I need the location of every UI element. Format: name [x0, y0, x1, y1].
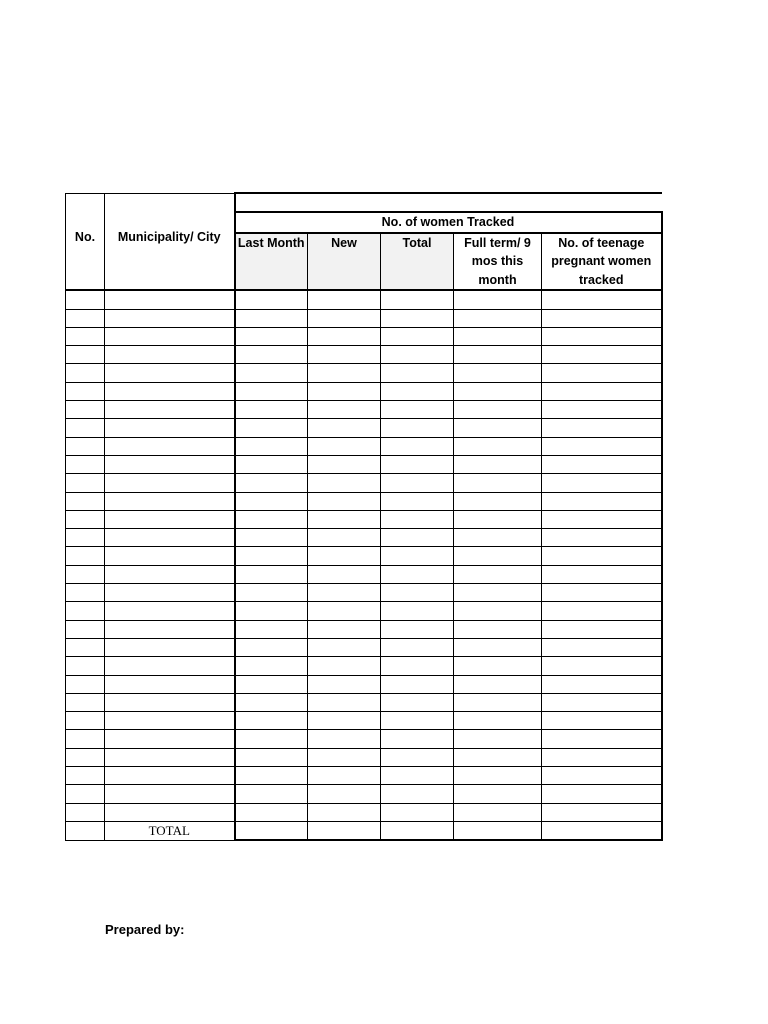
table-row: [66, 730, 662, 748]
table-cell[interactable]: [66, 510, 105, 528]
table-cell[interactable]: [308, 290, 381, 309]
table-cell[interactable]: [235, 767, 308, 785]
table-cell[interactable]: [381, 785, 454, 803]
table-cell[interactable]: [542, 455, 662, 473]
table-cell[interactable]: [66, 290, 105, 309]
table-cell[interactable]: [105, 547, 235, 565]
table-cell[interactable]: [235, 327, 308, 345]
table-cell[interactable]: [542, 602, 662, 620]
table-cell[interactable]: [454, 529, 542, 547]
table-cell[interactable]: [235, 474, 308, 492]
header-municipality-label: Municipality/ City: [117, 229, 221, 244]
table-row: [66, 290, 662, 309]
table-cell[interactable]: [235, 529, 308, 547]
table-cell[interactable]: [381, 730, 454, 748]
table-cell[interactable]: [235, 492, 308, 510]
table-cell[interactable]: [308, 382, 381, 400]
header-new-label: New: [331, 235, 357, 250]
table-cell[interactable]: [105, 638, 235, 656]
table-cell[interactable]: [66, 364, 105, 382]
table-cell[interactable]: [542, 803, 662, 821]
table-cell[interactable]: [381, 474, 454, 492]
table-cell[interactable]: [454, 401, 542, 419]
table-cell[interactable]: [308, 309, 381, 327]
table-cell[interactable]: [235, 620, 308, 638]
table-cell[interactable]: [235, 309, 308, 327]
table-cell[interactable]: [454, 748, 542, 766]
table-row: [66, 675, 662, 693]
table-cell[interactable]: [66, 657, 105, 675]
table-cell[interactable]: [105, 382, 235, 400]
table-cell[interactable]: [66, 529, 105, 547]
table-cell[interactable]: [235, 675, 308, 693]
table-cell[interactable]: [235, 693, 308, 711]
table-cell[interactable]: [308, 565, 381, 583]
table-cell[interactable]: [105, 419, 235, 437]
table-cell[interactable]: [105, 565, 235, 583]
table-row: [66, 638, 662, 656]
table-cell[interactable]: [66, 327, 105, 345]
table-cell[interactable]: [454, 675, 542, 693]
table-cell[interactable]: [381, 602, 454, 620]
table-cell[interactable]: [381, 437, 454, 455]
table-cell[interactable]: [235, 437, 308, 455]
table-row: [66, 529, 662, 547]
table-cell[interactable]: [542, 638, 662, 656]
table-cell[interactable]: [235, 712, 308, 730]
table-cell[interactable]: [454, 693, 542, 711]
table-cell[interactable]: [66, 803, 105, 821]
table-cell[interactable]: [454, 730, 542, 748]
table-cell[interactable]: [308, 767, 381, 785]
table-cell[interactable]: [454, 437, 542, 455]
header-last-month-label: Last Month: [237, 235, 305, 250]
header-women-tracked: [235, 212, 662, 233]
header-teenage-label: No. of teenage pregnant women tracked: [551, 235, 652, 287]
table-cell[interactable]: [235, 510, 308, 528]
table-cell[interactable]: [454, 785, 542, 803]
table-cell[interactable]: [381, 712, 454, 730]
table-row: [66, 547, 662, 565]
table-cell[interactable]: [66, 730, 105, 748]
table-cell[interactable]: [308, 693, 381, 711]
table-cell[interactable]: [105, 510, 235, 528]
table-cell[interactable]: [454, 455, 542, 473]
table-cell[interactable]: [235, 346, 308, 364]
table-cell[interactable]: [454, 803, 542, 821]
table-cell[interactable]: [454, 657, 542, 675]
table-cell[interactable]: [235, 364, 308, 382]
table-cell[interactable]: [454, 364, 542, 382]
table-cell[interactable]: [454, 290, 542, 309]
header-teenage: [542, 233, 662, 291]
table-cell[interactable]: [381, 455, 454, 473]
table-cell[interactable]: [308, 547, 381, 565]
table-cell[interactable]: [105, 785, 235, 803]
table-cell[interactable]: [105, 602, 235, 620]
table-cell[interactable]: [381, 401, 454, 419]
table-cell[interactable]: [235, 785, 308, 803]
table-cell[interactable]: [542, 401, 662, 419]
table-cell[interactable]: [454, 584, 542, 602]
table-cell[interactable]: [235, 547, 308, 565]
table-cell[interactable]: [66, 785, 105, 803]
table-cell[interactable]: [308, 492, 381, 510]
table-cell[interactable]: [66, 565, 105, 583]
table-cell[interactable]: [66, 675, 105, 693]
table-cell[interactable]: [66, 693, 105, 711]
table-cell[interactable]: [105, 437, 235, 455]
table-cell[interactable]: [105, 620, 235, 638]
table-cell[interactable]: [235, 803, 308, 821]
table-cell[interactable]: [381, 693, 454, 711]
table-cell[interactable]: [308, 364, 381, 382]
table-cell[interactable]: [105, 803, 235, 821]
table-cell[interactable]: [66, 748, 105, 766]
table-row: [66, 748, 662, 766]
table-cell[interactable]: [66, 401, 105, 419]
table-row: [66, 455, 662, 473]
header-women-tracked-label: No. of women Tracked: [381, 215, 515, 230]
table-cell[interactable]: [381, 767, 454, 785]
table-cell[interactable]: [66, 382, 105, 400]
table-cell[interactable]: [66, 602, 105, 620]
table-cell[interactable]: [105, 529, 235, 547]
table-cell[interactable]: [542, 364, 662, 382]
table-cell[interactable]: [66, 309, 105, 327]
table-cell[interactable]: [381, 638, 454, 656]
table-cell[interactable]: [542, 492, 662, 510]
table-cell[interactable]: [66, 492, 105, 510]
table-cell[interactable]: [105, 401, 235, 419]
table-row: [66, 401, 662, 419]
table-row: [66, 712, 662, 730]
table-cell[interactable]: [542, 327, 662, 345]
table-row: [66, 565, 662, 583]
table-cell[interactable]: [381, 309, 454, 327]
table-cell[interactable]: [308, 529, 381, 547]
table-cell[interactable]: [66, 419, 105, 437]
table-cell[interactable]: [308, 785, 381, 803]
table-cell[interactable]: [542, 730, 662, 748]
table-cell[interactable]: [308, 419, 381, 437]
table-cell[interactable]: [105, 327, 235, 345]
table-cell[interactable]: [308, 730, 381, 748]
table-row: [66, 510, 662, 528]
table-cell[interactable]: [454, 547, 542, 565]
table-cell[interactable]: [105, 748, 235, 766]
table-cell[interactable]: [381, 327, 454, 345]
table-cell[interactable]: [454, 602, 542, 620]
table-row: [66, 382, 662, 400]
table-cell[interactable]: [66, 584, 105, 602]
table-cell[interactable]: [308, 638, 381, 656]
table-cell[interactable]: [66, 712, 105, 730]
header-no: [66, 193, 105, 290]
table-cell[interactable]: [235, 419, 308, 437]
table-cell[interactable]: [542, 675, 662, 693]
table-cell[interactable]: [308, 602, 381, 620]
table-cell[interactable]: [235, 602, 308, 620]
table-row: [66, 327, 662, 345]
table-cell[interactable]: [308, 327, 381, 345]
table-cell[interactable]: [454, 492, 542, 510]
table-cell[interactable]: [105, 584, 235, 602]
table-cell[interactable]: [454, 419, 542, 437]
table-cell[interactable]: [308, 455, 381, 473]
table-cell[interactable]: [454, 382, 542, 400]
table-cell[interactable]: [381, 584, 454, 602]
table-cell[interactable]: [381, 364, 454, 382]
total-cell[interactable]: [235, 821, 308, 840]
table-cell[interactable]: [235, 730, 308, 748]
table-cell[interactable]: [542, 767, 662, 785]
table-cell[interactable]: [105, 657, 235, 675]
table-row: [66, 767, 662, 785]
header-municipality: [105, 193, 235, 290]
table-cell[interactable]: [105, 364, 235, 382]
table-cell[interactable]: [235, 290, 308, 309]
table-cell[interactable]: [308, 675, 381, 693]
table-cell[interactable]: [381, 492, 454, 510]
table-cell[interactable]: [454, 346, 542, 364]
total-cell[interactable]: [542, 821, 662, 840]
table-cell[interactable]: [542, 693, 662, 711]
table-cell[interactable]: [542, 657, 662, 675]
table-cell[interactable]: [105, 767, 235, 785]
header-last-month: [235, 233, 308, 291]
table-cell[interactable]: [381, 565, 454, 583]
total-label: TOTAL: [105, 821, 235, 840]
table-cell[interactable]: [542, 620, 662, 638]
table-cell[interactable]: [381, 290, 454, 309]
table-row: [66, 492, 662, 510]
table-row: [66, 346, 662, 364]
table-cell[interactable]: [542, 382, 662, 400]
header-total: [381, 233, 454, 291]
table-cell[interactable]: [308, 437, 381, 455]
table-cell[interactable]: [308, 620, 381, 638]
table-row: [66, 803, 662, 821]
table-cell[interactable]: [542, 309, 662, 327]
table-cell[interactable]: [105, 730, 235, 748]
table-cell[interactable]: [66, 474, 105, 492]
table-cell[interactable]: [542, 584, 662, 602]
table-cell[interactable]: [66, 638, 105, 656]
table-cell[interactable]: [235, 455, 308, 473]
table-cell[interactable]: [454, 620, 542, 638]
table-cell[interactable]: [105, 474, 235, 492]
table-cell[interactable]: [66, 620, 105, 638]
table-cell[interactable]: [235, 565, 308, 583]
table-cell[interactable]: [66, 455, 105, 473]
header-total-label: Total: [402, 235, 432, 250]
table-cell[interactable]: [542, 547, 662, 565]
table-row: [66, 620, 662, 638]
table-cell[interactable]: [105, 712, 235, 730]
table-cell[interactable]: [542, 785, 662, 803]
table-cell[interactable]: [308, 657, 381, 675]
table-cell[interactable]: [235, 748, 308, 766]
table-row: [66, 419, 662, 437]
table-cell[interactable]: [454, 327, 542, 345]
table-cell[interactable]: [308, 510, 381, 528]
table-cell[interactable]: [381, 346, 454, 364]
header-new: [308, 233, 381, 291]
table-row: [66, 474, 662, 492]
table-cell[interactable]: [66, 767, 105, 785]
table-cell[interactable]: [308, 401, 381, 419]
table-cell[interactable]: [105, 309, 235, 327]
table-row: [66, 657, 662, 675]
table-cell[interactable]: [308, 712, 381, 730]
table-cell[interactable]: [105, 455, 235, 473]
table-cell[interactable]: [308, 803, 381, 821]
table-cell[interactable]: [381, 547, 454, 565]
total-cell[interactable]: [66, 821, 105, 840]
table-cell[interactable]: [542, 346, 662, 364]
table-cell[interactable]: [381, 382, 454, 400]
table-cell[interactable]: [235, 584, 308, 602]
total-cell[interactable]: [308, 821, 381, 840]
table-cell[interactable]: [542, 290, 662, 309]
table-cell[interactable]: [454, 474, 542, 492]
table-cell[interactable]: [235, 657, 308, 675]
table-row: [66, 602, 662, 620]
table-cell[interactable]: [381, 675, 454, 693]
table-cell[interactable]: [381, 803, 454, 821]
table-cell[interactable]: [542, 419, 662, 437]
table-cell[interactable]: [454, 712, 542, 730]
table-cell[interactable]: [308, 748, 381, 766]
table-cell[interactable]: [105, 346, 235, 364]
table-cell[interactable]: [542, 565, 662, 583]
tracking-form-table: [65, 192, 663, 841]
table-cell[interactable]: [66, 346, 105, 364]
table-cell[interactable]: [235, 401, 308, 419]
table-cell[interactable]: [66, 547, 105, 565]
table-cell[interactable]: [381, 419, 454, 437]
table-row: [66, 584, 662, 602]
table-cell[interactable]: [454, 565, 542, 583]
table-cell[interactable]: [542, 712, 662, 730]
table-cell[interactable]: [454, 767, 542, 785]
total-cell[interactable]: [381, 821, 454, 840]
table-cell[interactable]: [308, 474, 381, 492]
table-cell[interactable]: [105, 693, 235, 711]
form-body: [66, 290, 662, 840]
table-cell[interactable]: [454, 510, 542, 528]
table-cell[interactable]: [105, 290, 235, 309]
header-full-term-label: Full term/ 9 mos this month: [464, 235, 531, 287]
header-no-label: No.: [74, 229, 96, 244]
table-cell[interactable]: [542, 510, 662, 528]
total-cell[interactable]: [454, 821, 542, 840]
table-cell[interactable]: [66, 437, 105, 455]
table-cell[interactable]: [542, 437, 662, 455]
prepared-by-label: Prepared by:: [105, 922, 185, 937]
table-cell[interactable]: [381, 620, 454, 638]
header-blank-band: [235, 193, 662, 212]
table-cell[interactable]: [381, 657, 454, 675]
table-cell[interactable]: [308, 346, 381, 364]
total-row: [66, 821, 662, 840]
table-cell[interactable]: [381, 748, 454, 766]
table-cell[interactable]: [235, 382, 308, 400]
table-cell[interactable]: [542, 529, 662, 547]
table-cell[interactable]: [381, 529, 454, 547]
table-cell[interactable]: [105, 675, 235, 693]
table-row: [66, 785, 662, 803]
table-row: [66, 309, 662, 327]
table-row: [66, 364, 662, 382]
table-row: [66, 437, 662, 455]
table-cell[interactable]: [454, 638, 542, 656]
table-cell[interactable]: [105, 492, 235, 510]
table-cell[interactable]: [381, 510, 454, 528]
table-cell[interactable]: [235, 638, 308, 656]
table-cell[interactable]: [454, 309, 542, 327]
table-cell[interactable]: [542, 748, 662, 766]
table-cell[interactable]: [542, 474, 662, 492]
table-cell[interactable]: [308, 584, 381, 602]
header-full-term: [454, 233, 542, 291]
table-row: [66, 693, 662, 711]
